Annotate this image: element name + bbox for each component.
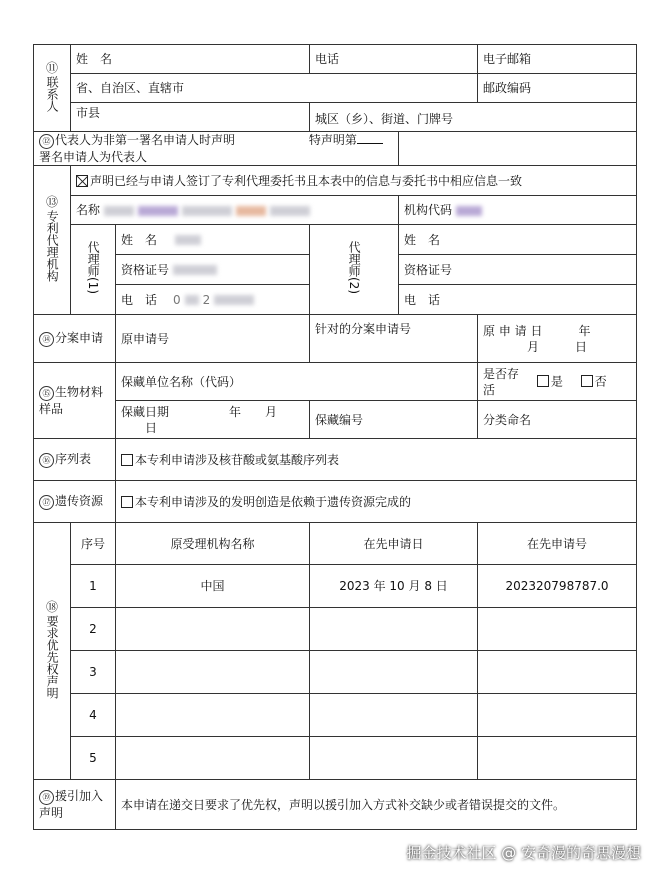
divisional-num: ⑭ — [39, 332, 54, 347]
biomaterial-date-line2: 日 — [145, 420, 158, 435]
priority-label: 要求优先权声明 — [45, 615, 60, 700]
priority-row-date[interactable]: 2023 年 10 月 8 日 — [310, 565, 478, 608]
agency-declaration-cell — [71, 166, 637, 196]
agent1-phone-cell[interactable] — [116, 285, 310, 315]
agent2-phone-label: 电 话 — [404, 292, 441, 307]
divisional-original-date-line1: 原 申 请 日 年 — [483, 323, 591, 338]
priority-row-no: 2 — [71, 608, 116, 651]
contact-street-cell[interactable] — [310, 103, 637, 132]
divisional-label: 分案申请 — [55, 331, 104, 346]
priority-header-date: 在先申请日 — [310, 523, 478, 565]
contact-num: ⑪ — [45, 60, 58, 75]
biomaterial-no-label: 否 — [594, 374, 607, 389]
redacted-block — [185, 295, 199, 305]
priority-row-office[interactable]: 中国 — [116, 565, 310, 608]
incorporation-label-cell — [34, 780, 116, 830]
contact-phone-label: 电话 — [315, 51, 340, 66]
biomaterial-alive-label: 是否存活 — [483, 366, 520, 397]
contact-email-cell[interactable] — [478, 45, 637, 74]
agency-declaration-text: 声明已经与申请人签订了专利代理委托书且本表中的信息与委托书中相应信息一致 — [90, 173, 523, 188]
sequence-text-cell — [116, 439, 637, 481]
agent2-cert-label: 资格证号 — [404, 262, 453, 277]
genetic-num: ⑰ — [39, 495, 54, 510]
agent1-name-cell[interactable] — [116, 225, 310, 255]
contact-phone-cell[interactable] — [310, 45, 478, 74]
incorporation-num: ⑲ — [39, 790, 54, 805]
biomaterial-alive-cell — [478, 363, 637, 401]
redacted-block — [270, 206, 310, 216]
agent1-phone-partial: 0 — [173, 292, 181, 307]
priority-header-no: 序号 — [71, 523, 116, 565]
priority-row-no: 5 — [71, 737, 116, 780]
contact-city-label: 市县 — [76, 106, 101, 120]
biomaterial-yes-label: 是 — [550, 374, 563, 389]
priority-row-number[interactable]: 202320798787.0 — [478, 565, 637, 608]
incorporation-text: 本申请在递交日要求了优先权，声明以援引加入方式补交缺少或者错误提交的文件。 — [121, 797, 566, 812]
priority-row-number[interactable] — [478, 608, 637, 651]
agency-label: 专利代理机构 — [45, 210, 60, 283]
table-row — [34, 694, 637, 737]
agent1-phone-partial2: 2 — [202, 292, 211, 307]
redacted-block — [175, 235, 201, 245]
redacted-block — [173, 265, 217, 275]
redacted-block — [104, 206, 134, 216]
agency-code-cell[interactable] — [399, 196, 637, 225]
agent1-label-cell — [71, 225, 116, 315]
biomaterial-classification-cell[interactable] — [478, 401, 637, 439]
watermark: 掘金技术社区 @ 安奇漫的奇思漫想 — [406, 844, 641, 862]
divisional-target-no-cell[interactable] — [310, 315, 478, 363]
biomaterial-yes-checkbox[interactable] — [537, 375, 549, 387]
contact-city-cell[interactable] — [71, 103, 310, 132]
contact-email-label: 电子邮箱 — [483, 51, 532, 66]
priority-row-date[interactable] — [310, 608, 478, 651]
agency-section-label — [34, 166, 71, 315]
biomaterial-date-cell[interactable] — [116, 401, 310, 439]
contact-postcode-cell[interactable] — [478, 74, 637, 103]
biomaterial-classification-label: 分类命名 — [483, 412, 532, 427]
contact-postcode-label: 邮政编码 — [483, 80, 532, 95]
agent1-name-label: 姓 名 — [121, 232, 158, 247]
table-row — [34, 651, 637, 694]
genetic-label: 遗传资源 — [55, 494, 104, 509]
rep-statement-spacer — [399, 132, 637, 166]
priority-row-date[interactable] — [310, 651, 478, 694]
sequence-label: 序列表 — [55, 452, 92, 467]
agency-name-label: 名称 — [76, 203, 101, 218]
contact-label: 联系人 — [45, 76, 60, 112]
genetic-text-cell — [116, 481, 637, 523]
sequence-label-cell — [34, 439, 116, 481]
contact-name-label: 姓 名 — [76, 51, 113, 66]
biomaterial-unit-cell[interactable] — [116, 363, 478, 401]
agent1-cert-cell[interactable] — [116, 255, 310, 285]
priority-num: ⑱ — [45, 600, 58, 614]
priority-header-number: 在先申请号 — [478, 523, 637, 565]
agency-code-label: 机构代码 — [404, 203, 453, 218]
priority-section-label — [34, 523, 71, 780]
agency-declaration-checkbox[interactable] — [76, 175, 88, 187]
contact-section-label — [34, 45, 71, 132]
genetic-text: 本专利申请涉及的发明创造是依赖于遗传资源完成的 — [135, 494, 412, 509]
biomaterial-label: 生物材料样品 — [39, 385, 104, 417]
biomaterial-date-line1: 保藏日期 年 月 — [121, 404, 278, 419]
divisional-original-date-cell[interactable] — [478, 315, 637, 363]
redacted-block — [214, 295, 254, 305]
table-row — [34, 608, 637, 651]
priority-row-office[interactable] — [116, 694, 310, 737]
agent2-cert-cell[interactable] — [399, 255, 637, 285]
agent2-phone-cell[interactable] — [399, 285, 637, 315]
redacted-block — [182, 206, 232, 216]
table-row — [34, 565, 637, 608]
sequence-checkbox[interactable] — [121, 454, 133, 466]
agent2-name-label: 姓 名 — [404, 232, 441, 247]
rep-statement-num: ⑫ — [39, 134, 54, 149]
rep-statement-label: 代表人为非第一署名申请人时声明 — [55, 133, 236, 147]
priority-row-office[interactable] — [116, 737, 310, 780]
biomaterial-deposit-no-cell[interactable] — [310, 401, 478, 439]
redacted-block — [138, 206, 178, 216]
rep-statement-label-cell — [34, 132, 399, 166]
biomaterial-label-cell — [34, 363, 116, 439]
biomaterial-deposit-no-label: 保藏编号 — [315, 412, 364, 427]
rep-statement-blank[interactable] — [357, 133, 383, 144]
biomaterial-num: ⑮ — [39, 386, 54, 401]
priority-row-no: 3 — [71, 651, 116, 694]
agency-num: ⑬ — [45, 195, 58, 209]
priority-row-number[interactable] — [478, 737, 637, 780]
divisional-original-date-line2: 月 日 — [527, 339, 588, 354]
biomaterial-unit-label: 保藏单位名称（代码） — [121, 374, 242, 389]
divisional-label-cell — [34, 315, 116, 363]
agent2-label: 代理师(2) — [347, 241, 362, 295]
incorporation-text-cell — [116, 780, 637, 830]
contact-province-label: 省、自治区、直辖市 — [76, 80, 185, 95]
genetic-checkbox[interactable] — [121, 496, 133, 508]
incorporation-label: 援引加入声明 — [39, 789, 104, 821]
agent1-phone-label: 电 话 — [121, 292, 158, 307]
redacted-block — [456, 206, 482, 216]
contact-province-cell[interactable] — [71, 74, 478, 103]
sequence-num: ⑯ — [39, 453, 54, 468]
priority-header-office: 原受理机构名称 — [116, 523, 310, 565]
priority-row-date[interactable] — [310, 694, 478, 737]
agent2-label-cell — [310, 225, 399, 315]
agent1-cert-label: 资格证号 — [121, 262, 170, 277]
priority-row-office[interactable] — [116, 651, 310, 694]
contact-street-label: 城区（乡）、街道、门牌号 — [315, 111, 454, 126]
rep-statement-text-after: 署名申请人为代表人 — [39, 150, 148, 164]
agent1-label: 代理师(1) — [86, 241, 101, 295]
divisional-target-no-label: 针对的分案申请号 — [315, 322, 412, 337]
patent-application-form — [33, 44, 637, 830]
priority-row-no: 1 — [71, 565, 116, 608]
divisional-original-no-label: 原申请号 — [121, 331, 170, 346]
genetic-label-cell — [34, 481, 116, 523]
agent2-name-cell[interactable] — [399, 225, 637, 255]
priority-row-office[interactable] — [116, 608, 310, 651]
agency-name-cell[interactable] — [71, 196, 399, 225]
table-row — [34, 737, 637, 780]
priority-row-number[interactable] — [478, 694, 637, 737]
redacted-block — [236, 206, 266, 216]
divisional-original-no-cell[interactable] — [116, 315, 310, 363]
sequence-text: 本专利申请涉及核苷酸或氨基酸序列表 — [135, 452, 340, 467]
priority-row-date[interactable] — [310, 737, 478, 780]
contact-name-cell[interactable] — [71, 45, 310, 74]
priority-row-no: 4 — [71, 694, 116, 737]
biomaterial-no-checkbox[interactable] — [581, 375, 593, 387]
priority-row-number[interactable] — [478, 651, 637, 694]
rep-statement-text-before: 特声明第 — [308, 133, 357, 147]
